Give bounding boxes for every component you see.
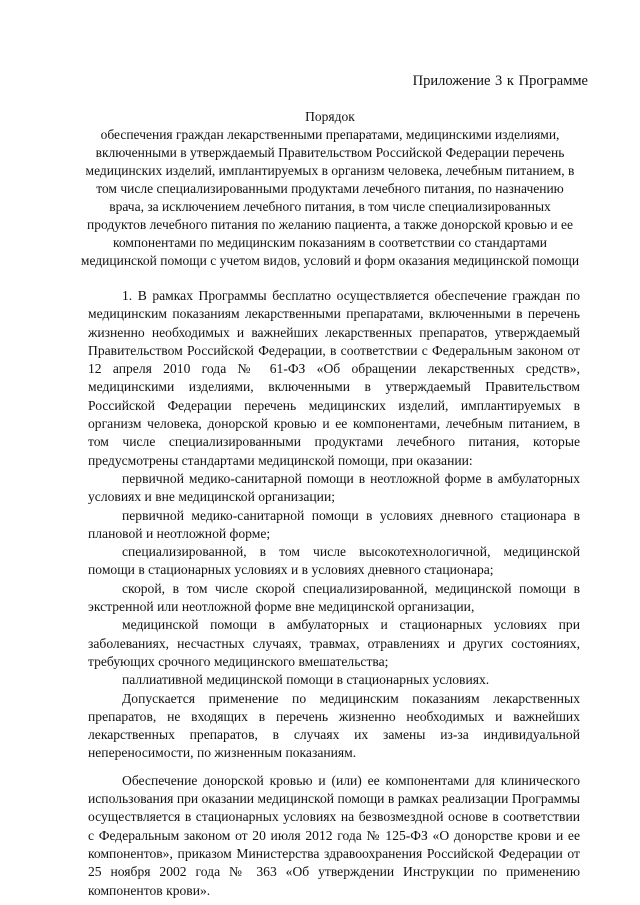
- appendix-label: Приложение 3 к Программе: [412, 73, 588, 89]
- paragraph-6: медицинской помощи в амбулаторных и стационарных условиях при заболеваниях, несчастных случаях, травмах, отравлениях и других состояниях, требующих срочного медицинского вмешательства;: [88, 617, 580, 669]
- document-body: [88, 287, 580, 900]
- paragraph-4: специализированной, в том числе высокотехнологичной, медицинской помощи в стационарных условиях и в условиях дневного стационара;: [88, 544, 580, 578]
- paragraph-3: первичной медико-санитарной помощи в условиях дневного стационара в плановой и неотложной форме;: [88, 507, 580, 541]
- paragraph-1: 1. В рамках Программы бесплатно осуществляется обеспечение граждан по медицинским показаниям лекарственными препаратами, включенными в перечень жизненно необходимых и важнейших лекарственных препаратов, утверждаемый Правительством Российской Федерации, в соответствии с Федеральным законом от 12 апреля 2010 года № 61-ФЗ «Об обращении лекарственных средств», медицинскими изделиями, включенными в утверждаемый Правительством Российской Федерации перечень медицинских изделий, имплантируемых в организм человека, донорской кровью и ее компонентами, лечебным питанием, в том числе специализированными продуктами лечебного питания, которые предусмотрены стандартами медицинской помощи, при оказании:: [88, 288, 580, 468]
- document-title: [80, 108, 580, 270]
- title-text: обеспечения граждан лекарственными препаратами, медицинскими изделиями, включенными в утверждаемый Правительством Российской Федерации перечень медицинских изделий, имплантируемых в организм человека, лечебным питанием, в том числе специализированными продуктами лечебного питания, по назначению врача, за исключением лечебного питания, в том числе специализированных продуктов лечебного питания по желанию пациента, а также донорской кровью и ее компонентами по медицинским показаниям в соответствии со стандартами медицинской помощи с учетом видов, условий и форм оказания медицинской помощи: [80, 127, 580, 268]
- paragraph-8: Допускается применение по медицинским показаниям лекарственных препаратов, не входящих в перечень жизненно необходимых и важнейших лекарственных препаратов, в случаях их замены из-за индивидуальной непереносимости, по жизненным показаниям.: [88, 690, 580, 761]
- title-heading: Порядок: [305, 109, 355, 124]
- paragraph-5: скорой, в том числе скорой специализированной, медицинской помощи в экстренной или неотложной форме вне медицинской организации,: [88, 580, 580, 615]
- paragraph-7: паллиативной медицинской помощи в стационарных условиях.: [122, 672, 490, 688]
- paragraph-9: Обеспечение донорской кровью и (или) ее компонентами для клинического использования при оказании медицинской помощи в рамках реализации Программы осуществляется в стационарных условиях на безвозмездной основе в соответствии с Федеральным законом от 20 июля 2012 года № 125-ФЗ «О донорстве крови и ее компонентов», приказом Министерства здравоохранения Российской Федерации от 25 ноября 2002 года № 363 «Об утверждении Инструкции по применению компонентов крови».: [88, 772, 580, 898]
- paragraph-2: первичной медико-санитарной помощи в неотложной форме в амбулаторных условиях и вне медицинской организации;: [88, 470, 580, 505]
